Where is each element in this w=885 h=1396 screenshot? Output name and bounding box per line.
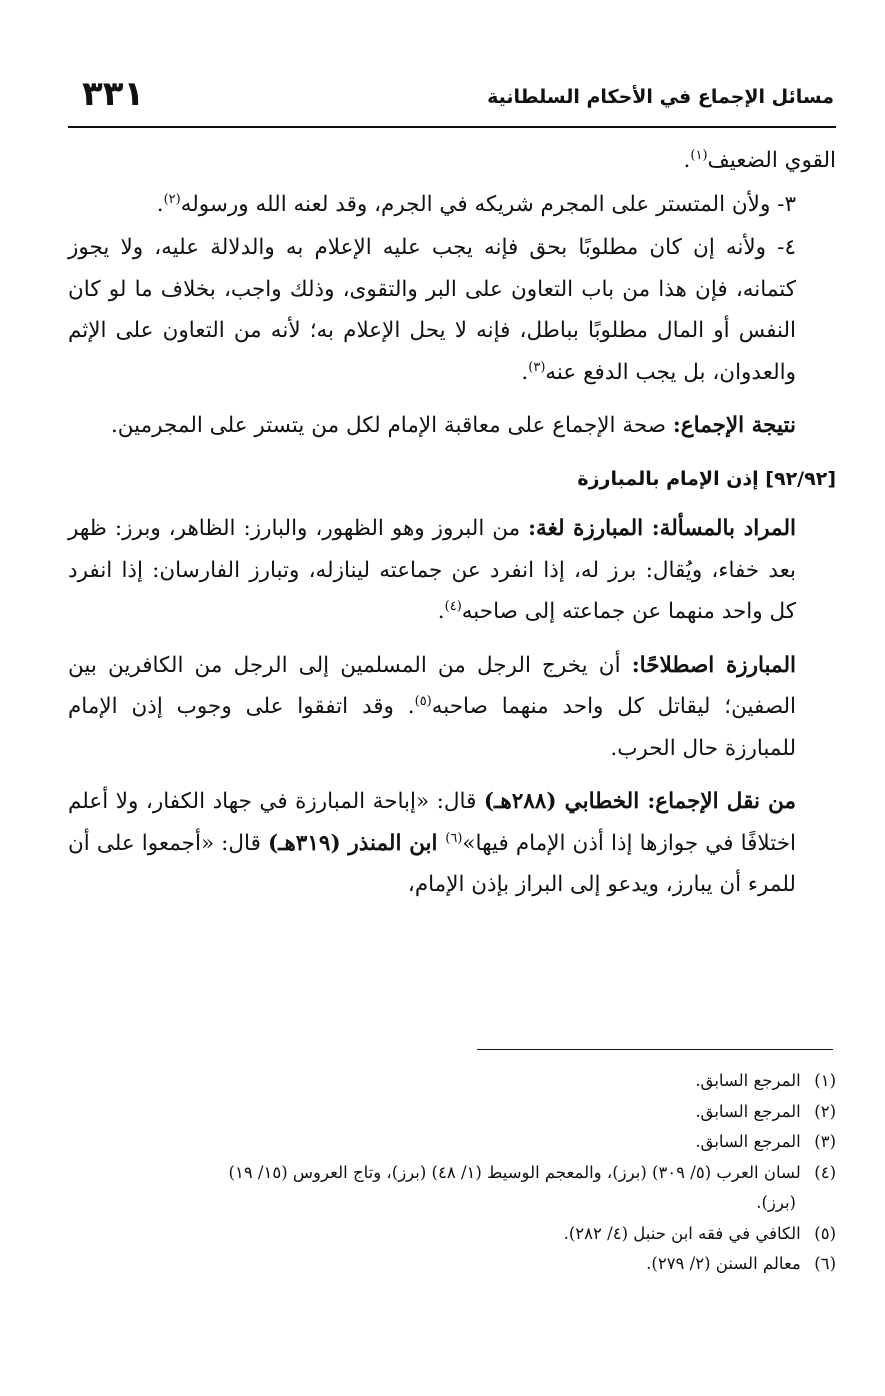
footnote: [58, 1066, 836, 1097]
footnote-number: (٣): [814, 1132, 836, 1151]
footnote: [58, 1249, 836, 1280]
footnote-continuation: (برز).: [756, 1193, 796, 1212]
footnote: [58, 1127, 836, 1158]
punctuation: .: [437, 599, 445, 624]
paragraph-consensus: [68, 781, 836, 906]
definition-sublabel: المبارزة لغة:: [528, 516, 652, 541]
paragraph-text: ٣- ولأن المتستر على المجرم شريكه في الجرم، وقد لعنه الله ورسوله: [180, 191, 796, 217]
paragraph-definition-term: [68, 645, 836, 770]
footnote-ref: (٢): [163, 191, 181, 207]
paragraph-text: القوي الضعيف: [707, 148, 836, 173]
punctuation: .: [683, 148, 691, 173]
footnote-ref: (٣): [528, 359, 546, 375]
paragraph-text: قال: «إباحة المبارزة في جهاد الكفار، ولا أعلم اختلافًا في جوازها إذا أذن الإمام فيها»: [68, 789, 796, 856]
footnotes: [58, 1066, 836, 1280]
footnote: [58, 1158, 836, 1219]
footnote-number: (٤): [814, 1162, 836, 1182]
paragraph-text: ٤- ولأنه إن كان مطلوبًا بحق فإنه يجب عليه الإعلام به والدلالة عليه، ولا يجوز كتمانه، فإن هذا من باب التعاون على البر والتقوى، وذلك واجب، بخلاف ما لو كان النفس أو المال مطلوبًا بباطل، فإنه لا يحل الإعلام به؛ لأنه من التعاون على الإثم والعدوان، بل يجب الدفع عنه: [68, 235, 796, 385]
paragraph-text: . وقد اتفقوا على وجوب إذن الإمام للمبارزة حال الحرب.: [68, 694, 796, 761]
running-title: مسائل الإجماع في الأحكام السلطانية: [487, 86, 834, 108]
footnote-ref: (١): [690, 147, 708, 163]
footnote-text: المرجع السابق.: [695, 1101, 801, 1121]
paragraph-text: أن يخرج الرجل من المسلمين إلى الرجل من الكافرين بين الصفين؛ ليقاتل كل واحد منهما صاحبه: [68, 652, 796, 719]
footnote-ref: (٦): [445, 830, 463, 846]
paragraph-1: [68, 140, 836, 182]
consensus-label: من نقل الإجماع:: [647, 789, 796, 814]
footnote-text: المرجع السابق.: [695, 1071, 801, 1090]
footnote-number: (٥): [814, 1223, 836, 1243]
main-text: [68, 140, 836, 918]
punctuation: .: [156, 191, 164, 217]
footnote-text: الكافي في فقه ابن حنبل (٤/ ٢٨٢).: [563, 1223, 801, 1243]
footnote-text: المرجع السابق.: [695, 1132, 801, 1151]
page-header: [68, 70, 836, 128]
footnote-number: (٢): [814, 1101, 836, 1121]
page-number: ٣٣١: [82, 74, 145, 114]
punctuation: .: [521, 359, 529, 385]
footnote: [58, 1097, 836, 1128]
paragraph-definition-lang: [68, 508, 836, 633]
scholar-name: الخطابي (٢٨٨هـ): [483, 789, 648, 814]
footnote: [58, 1219, 836, 1250]
section-heading: [٩٢/٩٢] إذن الإمام بالمبارزة: [577, 467, 836, 490]
footnote-text: معالم السنن (٢/ ٢٧٩).: [646, 1254, 801, 1273]
footnote-number: (١): [814, 1071, 836, 1090]
paragraph-text: من البروز وهو الظهور، والبارز: الظاهر، وبرز: ظهر بعد خفاء، ويُقال: برز له، إذا انفرد عن جماعته لينازله، وتبارز الفارسان: إذا انفرد كل واحد منهما عن جماعته إلى صاحبه: [68, 516, 796, 624]
paragraph-result: [68, 405, 836, 447]
definition-label: المراد بالمسألة:: [651, 516, 796, 541]
footnote-ref: (٥): [414, 693, 432, 709]
paragraph-2: [68, 184, 836, 226]
footnote-separator: [477, 1049, 833, 1050]
footnote-number: (٦): [814, 1254, 836, 1273]
result-label: نتيجة الإجماع:: [672, 413, 796, 438]
scholar-name: ابن المنذر (٣١٩هـ): [267, 830, 446, 856]
paragraph-text: صحة الإجماع على معاقبة الإمام لكل من يتستر على المجرمين.: [110, 413, 673, 438]
footnote-text: لسان العرب (٥/ ٣٠٩) (برز)، والمعجم الوسيط (١/ ٤٨) (برز)، وتاج العروس (١٥/ ١٩): [228, 1162, 801, 1182]
term-label: المبارزة اصطلاحًا:: [631, 652, 797, 678]
footnote-ref: (٤): [444, 598, 462, 614]
paragraph-text: قال: «أجمعوا على أن للمرء أن يبارز، ويدعو إلى البراز بإذن الإمام،: [68, 830, 796, 897]
paragraph-3: [68, 227, 836, 393]
